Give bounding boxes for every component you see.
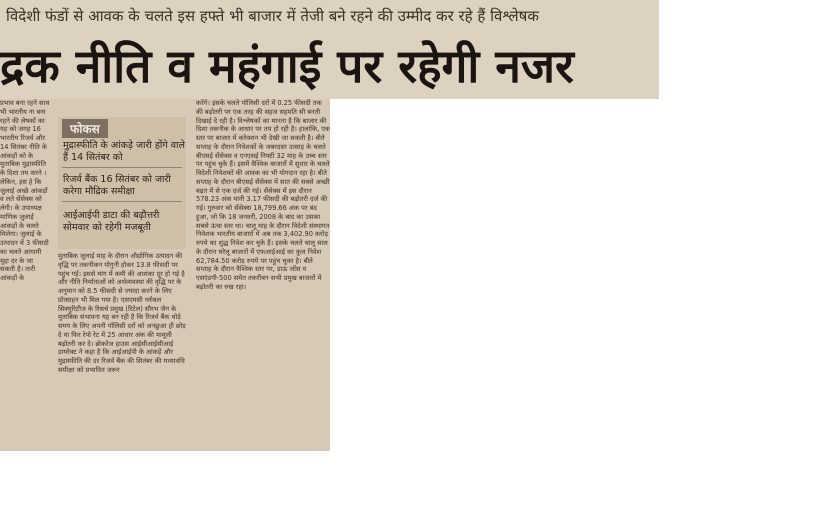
focus-item: रिजर्व बैंक 16 सितंबर को जारी करेगा मौद्रिक समीक्षा: [63, 174, 171, 197]
focus-tag: फोकस: [62, 119, 108, 138]
focus-item: आईआईपी डाटा की बढ़ौत्तरी सोमवार को रहेगी मजबूती: [63, 210, 160, 233]
column-left-text: प्रभाव बना रहने साथ भी भारतीय ना बना रहने की लेषकों का यह को जगह 16 भारतीय रिजर्व और 14 सितंबर नीति के आंकड़ों को के मुताबिक मुद्रास्फीति के दिशा तय करने । लेकिन, इस हे कि जुलाई अच्छे आंकड़ों व लते सेंसेक्स को लेगी। के उपाध्यक्ष माणिक जुलाई आंकड़ों के चलते मिलेगा। जुलाई के उत्पादन में 3 फीसदी का चलते आगामी मुद्दा दर के जा सकती है। तारी आंकड़ों के: [0, 99, 50, 282]
focus-item: मुद्रास्फीति के आंकड़े जारी होंगे वाले हैं 14 सितंबर को: [63, 140, 185, 163]
article-column-middle: [58, 252, 188, 451]
main-headline: द्रक नीति व महंगाई पर रहेगी नजर: [0, 39, 574, 93]
column-right-text: करेंगे। इसके चलते पॉलिसी दरों में 0.25 फीसदी तक की बढ़ोतरी पर एक तरह की सहज सहमति सी बनती दिखाई दे रही है। विश्लेषकों का मानना है कि बाजार की दिशा तकनीक के आधार पर तय हो रही है। हालांकि, एक स्तर पर बाजार में करेक्शन भी देखी जा सकती है। बीते सप्ताह के दौरान निवेशकों के जबरदस्त उत्साह के चलते बीएसई सेंसेक्स व एनएसई निफ्टी 32 माह के उच्च स्तर पर पहुंच चुके हैं। इसमें वैश्विक बाजारों में सुधार के चलते विदेशी निवेशकों की आवक का भी योगदान रहा है। बीते सप्ताह के दौरान बीएसई सेंसेक्स में सात की सबसे अच्छी बढ़त में से एक दर्ज की गई। सेंसेक्स में इस दौरान 578.23 अंक यानी 3.17 फीसदी की बढ़ोतरी दर्ज की गई। गुरुवार को सेंसेक्स 18,799.66 अंक पर बंद हुआ, जो कि 18 जनवरी, 2008 के बाद का उसका सबसे ऊंचा स्तर था। चालू माह के दौरान विदेशी संस्थागत निवेशक भारतीय बाजारों में अब तक 3,402.90 करोड़ रुपये का शुद्ध निवेश कर चुके हैं। इसके चलते चालू साल के दौरान घरेलू बाजारों में एफआईआई का कुल निवेश 62,784.50 करोड़ रुपये पर पहुंच चुका है। बीते सप्ताह के दौरान वैश्विक स्तर पर, डाऊ जोंस व एसएंडपी-500 समेत तकरीबन सभी प्रमुख बाजारों में बढ़ोतरी का रुख रहा।: [196, 99, 330, 291]
headline-clipping: [0, 0, 659, 99]
divider: [62, 167, 182, 168]
focus-box: [58, 117, 186, 249]
article-column-left: [0, 99, 50, 451]
article-column-right: [196, 99, 330, 451]
divider: [62, 201, 182, 202]
column-middle-text: मुताबिक जुलाई माह के दौरान औद्योगिक उत्पादन की वृद्धि पर तकनीकन योगुनी होकर 13.8 फीसदी पर पहुंच गई। इससे मांग में कमी की आशंका दूर हो गई है और नीति निर्माताओं को अर्थव्यवस्था की वृद्धि पर के अनुमान को 8.5 फीसदी से ज्यादा करने के लिए प्रोत्साहन भी मिल गया है। एसएमसी ग्लोबल सिक्युरिटीज के रिसर्च प्रमुख (रिटेल) सौरभ जैन के मुताबिक संभावना यह बन रही है कि रिजर्व बैंक थोड़े समय के लिए अपनी पॉलिसी दरों को अनछुआ ही छोड़ दे या फिर रेपो रेट में 25 आधार अंक की मामूली बढ़ोतरी कर दे। ब्रोकरेज हाउस आईसीआईसीआई डायरेक्ट ने कहा है कि आईआईपी के आंकड़ें और मुद्रास्फीति की दर रिजर्व बैंक की सितंबर की मध्यावधि समीक्षा को प्रभावित जरूर: [58, 252, 186, 374]
article-clipping: [0, 99, 330, 451]
kicker-line: विदेशी फंडों से आवक के चलते इस हफ्ते भी बाजार में तेजी बने रहने की उम्मीद कर रहे हैं विश्लेषक: [6, 7, 539, 25]
